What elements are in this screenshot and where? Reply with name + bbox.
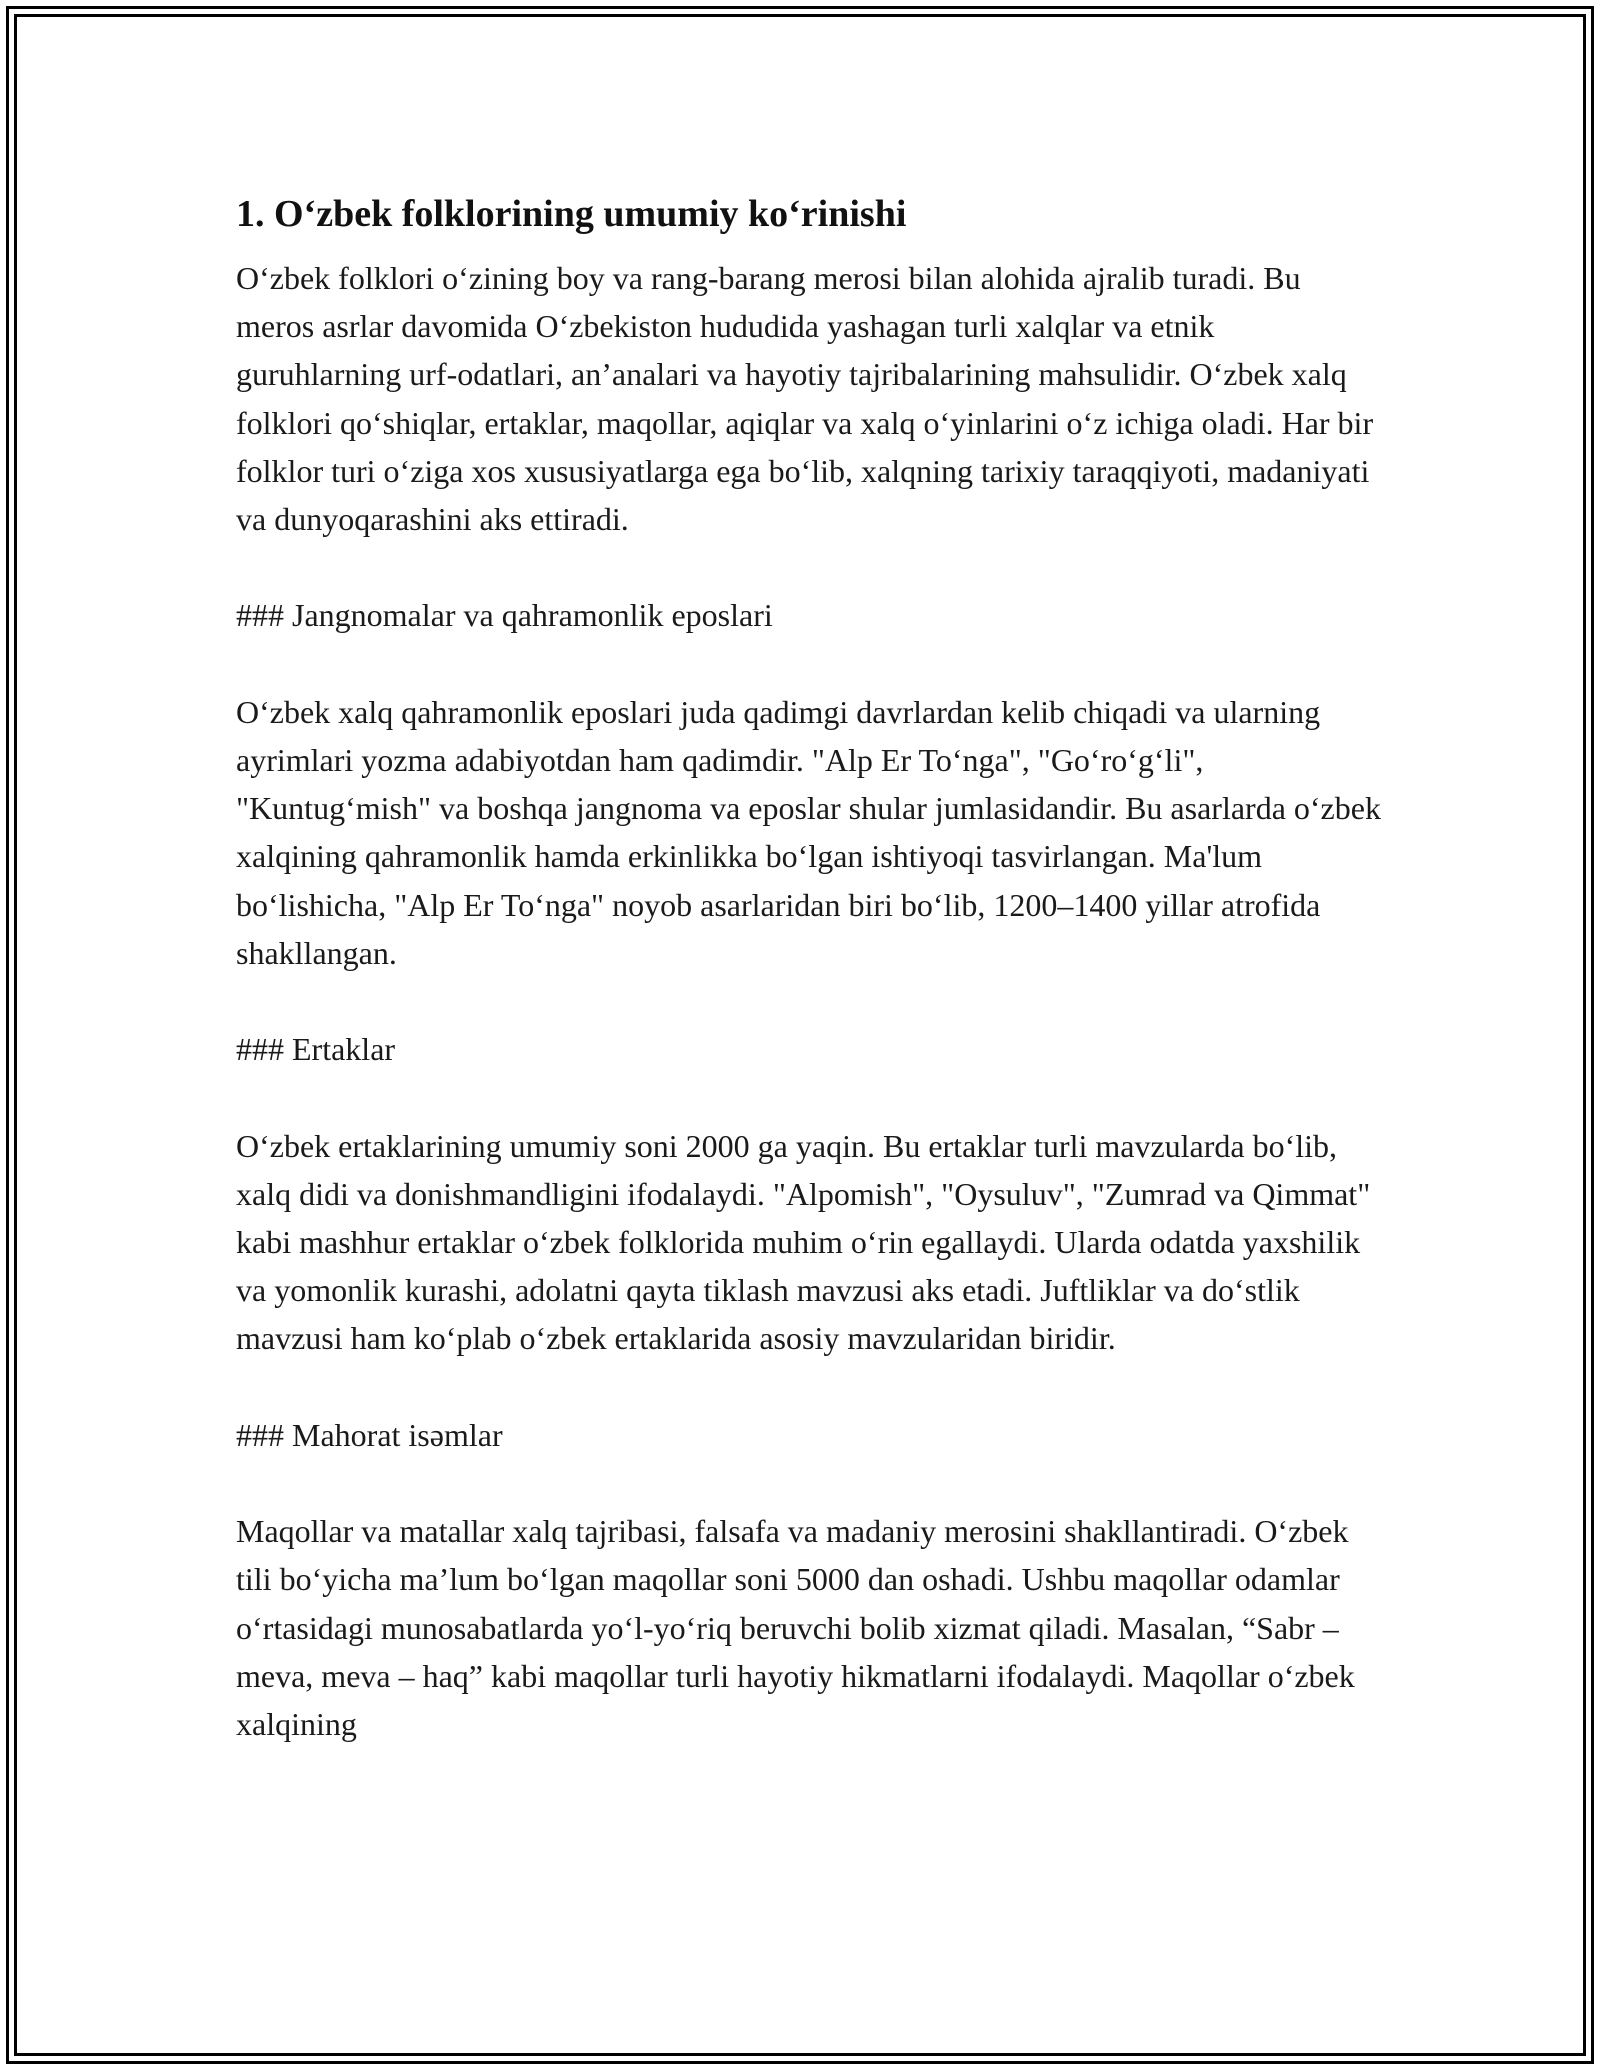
document-title: 1. O‘zbek folklorining umumiy ko‘rinishi [236,193,907,235]
paragraph-spacer [236,1073,1386,1121]
document-body [236,184,1386,1748]
intro-paragraph: O‘zbek folklori o‘zining boy va rang-barang merosi bilan alohida ajralib turadi. Bu meros asrlar davomida O‘zbekiston hududida yashagan turli xalqlar va etnik guruhlarning urf-odatlari, an’analari va hayotiy tajribalarining mahsulidir. O‘zbek xalq folklori qo‘shiqlar, ertaklar, maqollar, aqiqlar va xalq o‘yinlarini o‘z ichiga oladi. Har bir folklor turi o‘ziga xos xususiyatlarga ega bo‘lib, xalqning tarixiy taraqqiyoti, madaniyati va dunyoqarashini aks ettiradi. [236,260,1374,538]
section-text-tales: O‘zbek ertaklarining umumiy soni 2000 ga yaqin. Bu ertaklar turli mavzularda bo‘lib, xalq didi va donishmandligini ifodalaydi. "Alpomish", "Oysuluv", "Zumrad va Qimmat" kabi mashhur ertaklar o‘zbek folklorida muhim o‘rin egallaydi. Ularda odatda yaxshilik va yomonlik kurashi, adolatni qayta tiklash mavzusi aks etadi. Juftliklar va do‘stlik mavzusi ham ko‘plab o‘zbek ertaklarida asosiy mavzularidan biridir. [236,1127,1371,1357]
section-text-epics: O‘zbek xalq qahramonlik eposlari juda qadimgi davrlardan kelib chiqadi va ularning ayrimlari yozma adabiyotdan ham qadimdir. "Alp Er To‘nga", "Go‘ro‘g‘li", "Kuntug‘mish" va boshqa jangnoma va eposlar shular jumlasidandir. Bu asarlarda o‘zbek xalqining qahramonlik hamda erkinlikka bo‘lgan ishtiyoqi tasvirlangan. Ma'lum bo‘lishicha, "Alp Er To‘nga" noyob asarlaridan biri bo‘lib, 1200–1400 yillar atrofida shakllangan. [236,693,1381,971]
section-heading-proverbs: ### Mahorat isəmlar [236,1416,503,1453]
section-heading-epics: ### Jangnomalar va qahramonlik eposlari [236,597,773,634]
paragraph-spacer [236,1363,1386,1411]
paragraph-spacer [236,977,1386,1025]
paragraph-spacer [236,543,1386,591]
section-heading-tales: ### Ertaklar [236,1031,396,1068]
paragraph-spacer [236,1459,1386,1507]
paragraph-spacer [236,640,1386,688]
section-text-proverbs: Maqollar va matallar xalq tajribasi, falsafa va madaniy merosini shakllantiradi. O‘zbek tili bo‘yicha ma’lum bo‘lgan maqollar soni 5000 dan oshadi. Ushbu maqollar odamlar o‘rtasidagi munosabatlarda yo‘l-yo‘riq beruvchi bolib xizmat qiladi. Masalan, “Sabr – meva, meva – haq” kabi maqollar turli hayotiy hikmatlarni ifodalaydi. Maqollar o‘zbek xalqining [236,1513,1355,1742]
